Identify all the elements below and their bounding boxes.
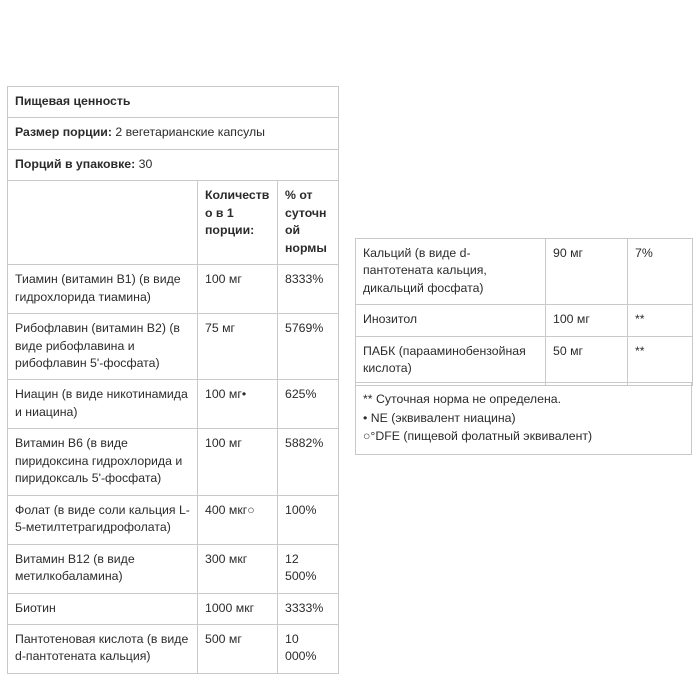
table-row (8, 593, 339, 624)
table-header-row (8, 181, 339, 265)
nutrient-amount: 100 мг (198, 265, 278, 314)
nutrient-amount: 50 мг (546, 336, 628, 385)
footnote-niacin-equivalent: • NE (эквивалент ниацина) (363, 410, 516, 425)
table-row (8, 265, 339, 314)
nutrient-daily-value: ** (628, 305, 693, 336)
nutrient-amount: 300 мкг (198, 544, 278, 593)
nutrient-daily-value: 12 500% (278, 544, 339, 593)
nutrient-daily-value: 10 000% (278, 624, 339, 673)
nutrient-daily-value: 100% (278, 495, 339, 544)
nutrition-table-continued (355, 238, 693, 386)
table-row (356, 239, 693, 305)
table-row (8, 624, 339, 673)
column-header-amount-per-serving: Количество в 1 порции: (198, 181, 278, 265)
footnote-box (355, 382, 692, 455)
table-row (356, 305, 693, 336)
nutrient-daily-value: 5769% (278, 314, 339, 380)
nutrient-amount: 1000 мкг (198, 593, 278, 624)
table-row (8, 495, 339, 544)
nutrient-name: Биотин (8, 593, 198, 624)
nutrient-name: Инозитол (356, 305, 546, 336)
nutrient-daily-value: 3333% (278, 593, 339, 624)
nutrient-amount: 400 мкг○ (198, 495, 278, 544)
footnote-daily-value-not-established: ** Суточная норма не определена. (363, 392, 561, 406)
table-row (8, 314, 339, 380)
nutrient-daily-value: 8333% (278, 265, 339, 314)
footnote-dietary-folate-equivalent: ○°DFE (пищевой фолатный эквивалент) (363, 429, 593, 444)
nutrient-amount: 100 мг (198, 429, 278, 495)
table-row (8, 429, 339, 495)
nutrient-amount: 100 мг• (198, 380, 278, 429)
nutrient-name: Тиамин (витамин B1) (в виде гидрохлорида тиамина) (8, 265, 198, 314)
servings-per-container-label: Порций в упаковке: (15, 156, 136, 171)
nutrition-facts-title: Пищевая ценность (8, 87, 339, 118)
nutrient-amount: 100 мг (546, 305, 628, 336)
serving-size-cell (8, 118, 339, 149)
serving-size-label: Размер порции: (15, 125, 112, 140)
table-row (8, 380, 339, 429)
nutrient-daily-value: 5882% (278, 429, 339, 495)
column-header-daily-value: % от суточной нормы (278, 181, 339, 265)
serving-size-value: 2 вегетарианские капсулы (111, 125, 265, 140)
nutrient-amount: 500 мг (198, 624, 278, 673)
nutrient-name: Пантотеновая кислота (в виде d-пантотената кальция) (8, 624, 198, 673)
nutrient-name: Кальций (в виде d-пантотената кальция, дикальций фосфата) (356, 239, 546, 305)
nutrient-daily-value: ** (628, 336, 693, 385)
servings-per-container-value: 30 (135, 156, 153, 171)
nutrient-name: Витамин B12 (в виде метилкобаламина) (8, 544, 198, 593)
nutrition-facts-table-continued (355, 238, 692, 386)
nutrient-amount: 90 мг (546, 239, 628, 305)
nutrient-amount: 75 мг (198, 314, 278, 380)
table-row-title (8, 87, 339, 118)
servings-per-container-cell (8, 149, 339, 180)
table-row (8, 544, 339, 593)
nutrition-table (7, 86, 339, 674)
table-row-serving-size (8, 118, 339, 149)
nutrient-name: Рибофлавин (витамин B2) (в виде рибофлавина и рибофлавин 5'-фосфата) (8, 314, 198, 380)
table-row (356, 336, 693, 385)
nutrient-daily-value: 625% (278, 380, 339, 429)
nutrient-name: ПАБК (парааминобензойная кислота) (356, 336, 546, 385)
nutrient-name: Витамин B6 (в виде пиридоксина гидрохлорида и пиридоксаль 5'-фосфата) (8, 429, 198, 495)
table-row-servings-per-container (8, 149, 339, 180)
column-header-nutrient (8, 181, 198, 265)
nutrient-name: Ниацин (в виде никотинамида и ниацина) (8, 380, 198, 429)
nutrient-name: Фолат (в виде соли кальция L-5-метилтетрагидрофолата) (8, 495, 198, 544)
nutrition-facts-table-primary (7, 86, 338, 674)
nutrient-daily-value: 7% (628, 239, 693, 305)
